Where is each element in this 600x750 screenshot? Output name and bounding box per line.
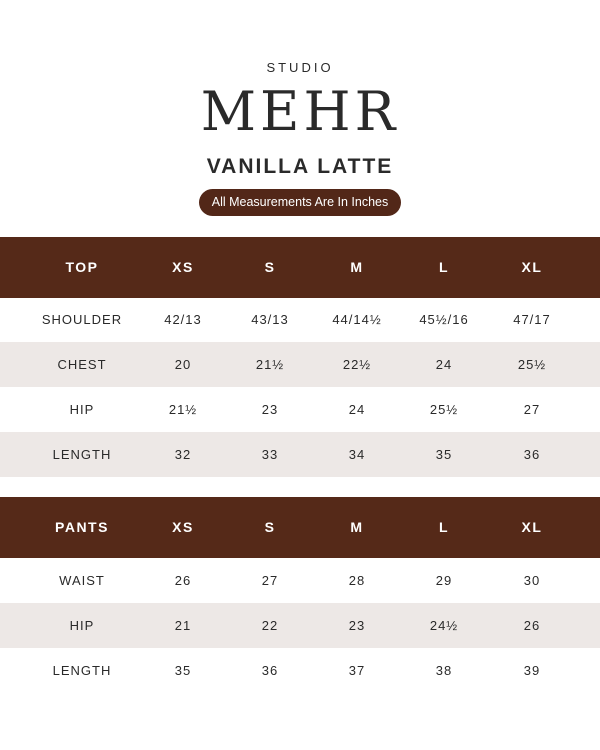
size-value-cell: 27: [261, 573, 279, 588]
size-value-cell: 38: [435, 663, 453, 678]
brand-logo: MEHR: [200, 80, 400, 143]
size-value-cell: 33: [261, 447, 279, 462]
table-row: [0, 558, 600, 603]
header-cell: S: [264, 519, 276, 535]
brand-studio-label: STUDIO: [266, 60, 334, 75]
size-value-cell: 24: [348, 402, 366, 417]
size-value-cell: 47/17: [513, 312, 551, 327]
size-value-cell: 24: [435, 357, 453, 372]
top-size-table: [0, 237, 600, 477]
table-header-row: [0, 497, 600, 558]
size-value-cell: 39: [523, 663, 541, 678]
row-label-cell: LENGTH: [52, 663, 112, 678]
row-label-cell: LENGTH: [52, 447, 112, 462]
header-cell: XL: [521, 519, 543, 535]
measurement-note-badge: All Measurements Are In Inches: [199, 189, 401, 216]
table-row: [0, 603, 600, 648]
size-value-cell: 24½: [429, 618, 459, 633]
measurement-note-wrap: [0, 189, 600, 216]
header-cell: L: [438, 259, 450, 275]
header-cell: XL: [521, 259, 543, 275]
size-value-cell: 21½: [168, 402, 198, 417]
size-value-cell: 45½/16: [419, 312, 469, 327]
size-value-cell: 28: [348, 573, 366, 588]
header-cell: M: [350, 259, 364, 275]
size-value-cell: 25½: [429, 402, 459, 417]
row-label-cell: WAIST: [59, 573, 105, 588]
size-value-cell: 43/13: [251, 312, 289, 327]
size-value-cell: 29: [435, 573, 453, 588]
row-label-cell: CHEST: [57, 357, 107, 372]
header-cell: XS: [172, 259, 194, 275]
size-value-cell: 20: [174, 357, 192, 372]
size-value-cell: 34: [348, 447, 366, 462]
header-cell: L: [438, 519, 450, 535]
table-row: [0, 342, 600, 387]
size-value-cell: 22½: [342, 357, 372, 372]
size-value-cell: 35: [435, 447, 453, 462]
row-label-cell: HIP: [69, 402, 95, 417]
size-value-cell: 37: [348, 663, 366, 678]
size-value-cell: 27: [523, 402, 541, 417]
size-value-cell: 44/14½: [332, 312, 382, 327]
header-cell: S: [264, 259, 276, 275]
row-label-cell: SHOULDER: [41, 312, 123, 327]
size-value-cell: 25½: [517, 357, 547, 372]
header-cell: PANTS: [55, 519, 109, 535]
table-row: [0, 648, 600, 693]
size-value-cell: 30: [523, 573, 541, 588]
size-value-cell: 26: [174, 573, 192, 588]
table-row: [0, 432, 600, 477]
table-row: [0, 298, 600, 342]
header-cell: M: [350, 519, 364, 535]
pants-size-table: [0, 497, 600, 693]
size-value-cell: 26: [523, 618, 541, 633]
header-cell: XS: [172, 519, 194, 535]
size-value-cell: 42/13: [164, 312, 202, 327]
product-title: VANILLA LATTE: [206, 155, 394, 178]
size-value-cell: 36: [523, 447, 541, 462]
size-value-cell: 23: [261, 402, 279, 417]
table-header-row: [0, 237, 600, 298]
row-label-cell: HIP: [69, 618, 95, 633]
size-value-cell: 22: [261, 618, 279, 633]
header-cell: TOP: [65, 259, 99, 275]
size-value-cell: 35: [174, 663, 192, 678]
size-value-cell: 21: [174, 618, 192, 633]
size-value-cell: 32: [174, 447, 192, 462]
table-row: [0, 387, 600, 432]
size-value-cell: 36: [261, 663, 279, 678]
size-value-cell: 23: [348, 618, 366, 633]
size-value-cell: 21½: [255, 357, 285, 372]
